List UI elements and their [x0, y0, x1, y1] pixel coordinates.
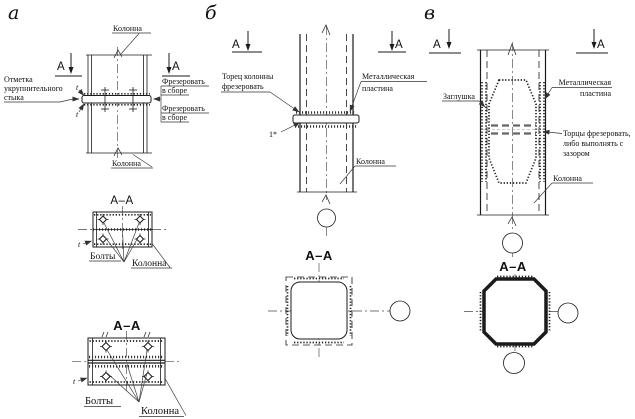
- callout-metal-plate-b: [350, 72, 427, 112]
- label-column-bottom-a: Колонна: [112, 159, 141, 168]
- label-plug: Заглушка: [443, 92, 475, 101]
- label-thickness-bottom: t: [76, 110, 79, 119]
- tube-section-b: [291, 282, 347, 339]
- callout-mill-in-assembly-2: [161, 104, 209, 122]
- section-aa-2-a: [72, 318, 186, 417]
- label-thickness-s1: t: [78, 240, 81, 249]
- label-mill1-line1: Фрезеровать: [162, 77, 205, 86]
- label-column-b: Колонна: [356, 157, 385, 166]
- section-mark-right-v: [576, 29, 608, 53]
- section-aa-1-a: [78, 195, 172, 269]
- panel-a-elevation: [4, 24, 209, 168]
- label-mill-v-line3: зазором: [563, 149, 590, 158]
- label-plate-line1: Металлическая: [362, 72, 415, 81]
- section-aa-b: [268, 248, 410, 359]
- label-column-s2: Колонна: [141, 406, 179, 417]
- panel-b: [205, 2, 427, 359]
- label-bolts-s2: Болты: [85, 396, 114, 407]
- detail-circle-b: [318, 209, 336, 227]
- panel-letter-a: а: [8, 2, 20, 24]
- label-mill2-line2: в сборе: [162, 113, 188, 122]
- splice-plate-a: [82, 87, 151, 112]
- label-column-v: Колонна: [553, 174, 582, 183]
- panel-a: [4, 2, 209, 417]
- label-mill-v-line2: либо выполнять с: [563, 139, 624, 148]
- label-mill-end-line1: Торец колонны: [222, 72, 274, 81]
- section-mark-left-v: [429, 29, 461, 53]
- callout-mill-ends-v: [543, 129, 631, 158]
- callout-mill-in-assembly-1: [161, 77, 209, 95]
- detail-circle-v-bottom: [504, 353, 525, 374]
- callout-ref-1-b: [269, 123, 300, 140]
- callout-mill-end-b: [221, 72, 299, 112]
- splice-plate-b: [293, 113, 359, 127]
- label-mill1-line2: в сборе: [162, 86, 188, 95]
- label-mill-end-line2: фрезеровать: [222, 82, 264, 91]
- label-mill2-line1: Фрезеровать: [162, 104, 205, 113]
- section-letter: А: [395, 39, 403, 51]
- label-ref-1: 1*: [269, 130, 277, 139]
- label-plate-v-line1: Металлическая: [558, 78, 611, 87]
- tube-section-v: [484, 279, 546, 344]
- section-letter: А: [232, 39, 240, 51]
- section-title-b: А–А: [305, 248, 333, 263]
- callout-plug-v: [442, 92, 485, 107]
- callout-column-v: [534, 174, 593, 203]
- panel-v-elevation: [429, 29, 631, 257]
- callout-splice-mark-a: [4, 75, 79, 102]
- label-splice-line1: Отметка: [4, 75, 33, 84]
- panel-letter-b: б: [205, 2, 217, 24]
- label-plate-v-line2: пластина: [580, 89, 611, 98]
- panel-letter-v: в: [424, 2, 436, 24]
- section-letter: А: [433, 39, 441, 51]
- label-bolts-s1: Болты: [90, 252, 116, 262]
- callout-column-b: [340, 157, 396, 184]
- section-mark-left-a: [55, 53, 82, 76]
- detail-circle-v-right: [558, 303, 578, 323]
- panel-v: [424, 2, 631, 374]
- section-title-v: А–А: [499, 259, 527, 274]
- panel-b-elevation: [221, 25, 427, 236]
- label-thickness-top: t: [76, 83, 79, 92]
- section1-title: А–А: [110, 195, 134, 207]
- label-thickness-s2: t: [73, 377, 76, 386]
- label-splice-line2: укрупнительного: [4, 84, 63, 93]
- label-plate-line2: пластина: [362, 84, 393, 93]
- label-mill-v-line1: Торцы фрезеровать,: [563, 129, 631, 138]
- detail-circle-v-top: [503, 233, 523, 253]
- label-column-s1: Колонна: [132, 259, 167, 269]
- section-letter: А: [597, 39, 605, 51]
- milled-joint-lines-v: [482, 126, 544, 134]
- section-aa-v: [464, 259, 578, 374]
- section-letter: А: [57, 61, 65, 73]
- section-letter: А: [172, 61, 180, 73]
- label-column-top-a: Колонна: [113, 24, 142, 33]
- callout-metal-plate-v: [545, 78, 612, 99]
- detail-circle-b2: [390, 301, 410, 321]
- section-mark-left-b: [232, 31, 262, 52]
- section-mark-right-b: [378, 31, 406, 52]
- section2-title: А–А: [113, 318, 141, 333]
- section-mark-right-a: [162, 53, 190, 76]
- label-splice-line3: стыка: [4, 93, 24, 102]
